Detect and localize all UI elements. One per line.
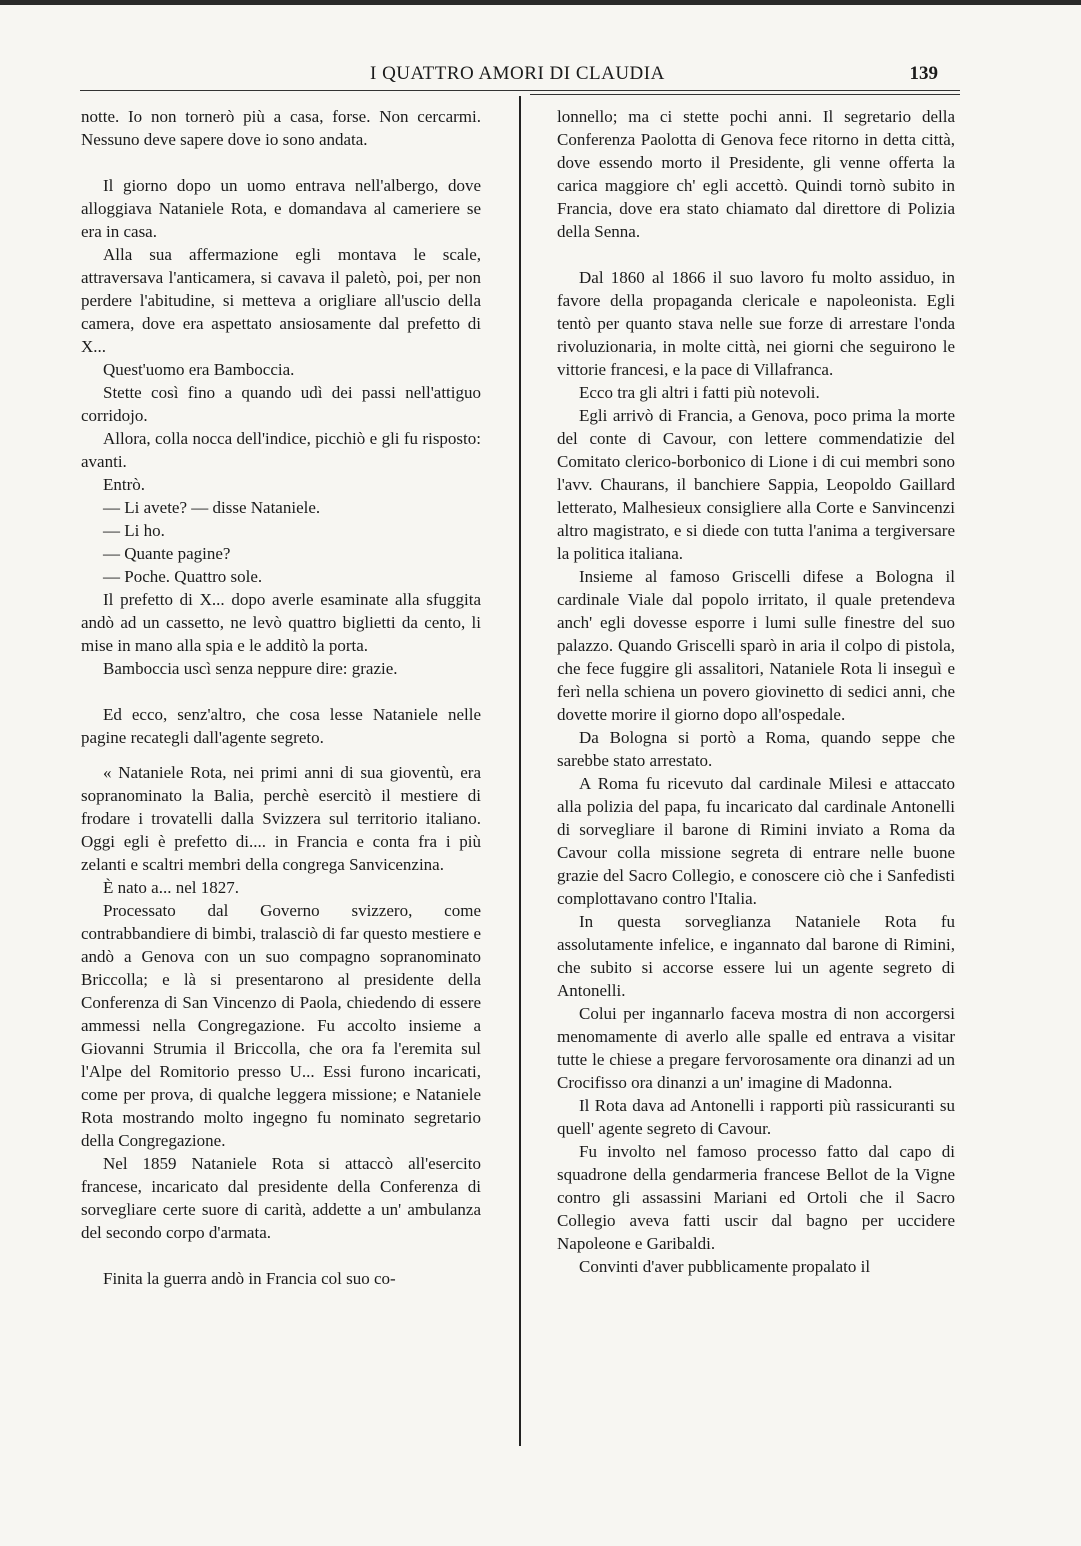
paragraph: È nato a... nel 1827. [103, 878, 239, 897]
paragraph: Insieme al famoso Griscelli difese a Bologna il cardinale Viale dal popolo irritato, il quale pretendeva anch' egli dovesse esporre i lumi sulle finestre del suo palazzo. Quando Griscelli sparò in aria il colpo di pistola, che fece fuggire gli assalitori, Nataniele Rota li inseguì e ferì nella schiena un povero giovinetto di sedici anni, che dovette morire il giorno dopo all'ospedale. [557, 567, 955, 724]
paragraph: Fu involto nel famoso processo fatto dal capo di squadrone della gendarmeria francese Bellot de la Vigne contro gli assassini Mariani ed Ortoli che il Sacro Collegio aveva fatti uscir dal bagno per uccidere Napoleone e Garibaldi. [557, 1142, 955, 1253]
paragraph: Ed ecco, senz'altro, che cosa lesse Nataniele nelle pagine recategli dall'agente segreto. [81, 705, 481, 747]
paragraph: Bamboccia uscì senza neppure dire: grazie. [103, 659, 398, 678]
paragraph: Il Rota dava ad Antonelli i rapporti più rassicuranti su quell' agente segreto di Cavour. [557, 1096, 955, 1138]
paragraph: Dal 1860 al 1866 il suo lavoro fu molto assiduo, in favore della propaganda clericale e napoleonista. Egli tentò per quanto stava nelle sue forze di arrestare l'onda rivoluzionaria, in molte città, nei giorni che seguirono le vittorie francesi, e la pace di Villafranca. [557, 268, 955, 379]
paragraph: Egli arrivò di Francia, a Genova, poco prima la morte del conte di Cavour, con lettere commendatizie del Comitato clerico-borbonico di Lione i di cui membri sono l'avv. Chaurans, il banchiere Sappia, Leopoldo Gaillard letterato, Malhesieux consigliere alla Corte e Sanvincenzi altro magistrato, e si diede con tutta l'anima a tergiversare la politica italiana. [557, 406, 955, 563]
paragraph: Allora, colla nocca dell'indice, picchiò e gli fu risposto: avanti. [81, 429, 481, 471]
paragraph: In questa sorveglianza Nataniele Rota fu assolutamente infelice, e ingannato dal barone di Rimini, che subito si accorse essere lui un agente segreto di Antonelli. [557, 912, 955, 1000]
paragraph: lonnello; ma ci stette pochi anni. Il segretario della Conferenza Paolotta di Genova fece ritorno in detta città, dove essendo morto il Presidente, gli venne offerta la carica maggiore ch' egli accettò. Quindi tornò subito in Francia, dove era stato chiamato dal direttore di Polizia della Senna. [557, 107, 955, 241]
paragraph: Ecco tra gli altri i fatti più notevoli. [579, 383, 820, 402]
paragraph: Finita la guerra andò in Francia col suo co- [103, 1269, 396, 1288]
paragraph: Entrò. [103, 475, 146, 494]
paragraph: « Nataniele Rota, nei primi anni di sua gioventù, era sopranominato la Balia, perchè esercitò il mestiere di frodare i trovatelli dalla Svizzera sul territorio italiano. Oggi egli è prefetto di.... in Francia e conta fra i più zelanti e scaltri membri della congrega Sanvicenzina. [81, 763, 481, 874]
dialogue-line: — Quante pagine? [103, 544, 231, 563]
paragraph: Nel 1859 Nataniele Rota si attaccò all'esercito francese, incaricato dal presidente della Conferenza di sorvegliare certe suore di carità, addette a un' ambulanza del secondo corpo d'armata. [81, 1154, 481, 1242]
page-number: 139 [909, 63, 938, 84]
paragraph: Alla sua affermazione egli montava le scale, attraversava l'anticamera, si cavava il paletò, poi, per non perdere l'abitudine, si metteva a origliare all'uscio della camera, dove era aspettato ansiosamente dal prefetto di X... [81, 245, 481, 356]
dialogue-line: — Li avete? — disse Nataniele. [103, 498, 321, 517]
header-title: I QUATTRO AMORI DI CLAUDIA [370, 63, 665, 84]
page-top-edge [0, 0, 1081, 5]
paragraph: Da Bologna si portò a Roma, quando seppe che sarebbe stato arrestato. [557, 728, 955, 770]
paragraph: Quest'uomo era Bamboccia. [103, 360, 295, 379]
running-header [80, 60, 960, 90]
right-column [557, 105, 955, 1278]
dialogue-line: — Li ho. [103, 521, 165, 540]
header-rule [80, 90, 960, 91]
paragraph: Colui per ingannarlo faceva mostra di non accorgersi menomamente di averlo alle spalle ed entrava a visitar tutte le chiese a pregare fervorosamente ora dinanzi ad un Crocifisso ora dinanzi a un' imagine di Madonna. [557, 1004, 955, 1092]
paragraph: notte. Io non tornerò più a casa, forse. Non cercarmi. Nessuno deve sapere dove io sono andata. [81, 107, 481, 149]
paragraph: Convinti d'aver pubblicamente propalato il [579, 1257, 871, 1276]
paragraph: Stette così fino a quando udì dei passi nell'attiguo corridojo. [81, 383, 481, 425]
dialogue-line: — Poche. Quattro sole. [103, 567, 263, 586]
paragraph: A Roma fu ricevuto dal cardinale Milesi e attaccato alla polizia del papa, fu incaricato dal cardinale Antonelli di sorvegliare il barone di Rimini inviato a Roma da Cavour colla missione segreta di entrare nelle buone grazie del Sacro Collegio, e conoscere ciò che i Sanfedisti complottavano contro l'Italia. [557, 774, 955, 908]
column-divider [519, 96, 521, 1446]
header-rule-secondary [530, 94, 960, 95]
paragraph: Il giorno dopo un uomo entrava nell'albergo, dove alloggiava Nataniele Rota, e domandava al cameriere se era in casa. [81, 176, 481, 241]
left-column [81, 105, 481, 1290]
paragraph: Processato dal Governo svizzero, come contrabbandiere di bimbi, tralasciò di far questo mestiere e andò a Genova con un suo compagno sopranominato Briccolla; e là si presentarono al presidente della Conferenza di San Vincenzo di Paola, chiedendo di essere ammessi nella Congregazione. Fu accolto insieme a Giovanni Strumia il Briccolla, che ora fa l'eremita sul l'Alpe del Romitorio presso U... Essi furono incaricati, come per prova, di qualche leggera missione; e Nataniele Rota mostrando molto ingegno fu nominato segretario della Congregazione. [81, 901, 481, 1150]
paragraph: Il prefetto di X... dopo averle esaminate alla sfuggita andò ad un cassetto, ne levò quattro biglietti da cento, li mise in mano alla spia e le additò la porta. [81, 590, 481, 655]
